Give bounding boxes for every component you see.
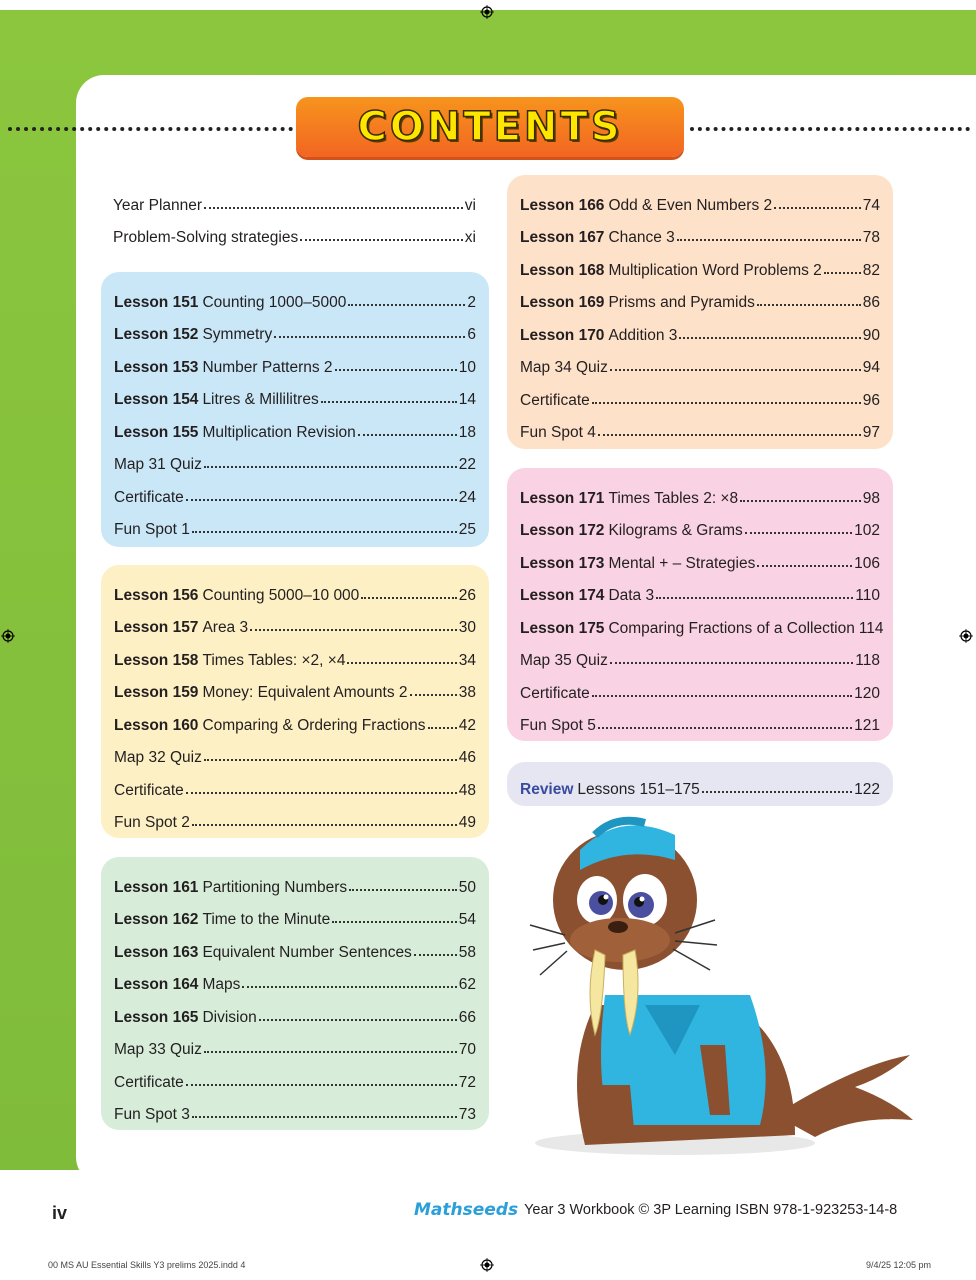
entry-label: Multiplication Word Problems 2 — [608, 261, 822, 279]
entry-page: 122 — [854, 781, 880, 798]
list-item — [520, 769, 880, 799]
dot-leader — [656, 597, 853, 599]
entry-page: 96 — [862, 391, 880, 409]
registration-mark-icon — [480, 5, 494, 19]
entry-page: vi — [464, 196, 476, 214]
dot-leader — [204, 1051, 457, 1053]
dot-leader — [335, 369, 457, 371]
registration-mark-icon — [959, 629, 973, 643]
entry-page: xi — [464, 229, 476, 246]
dot-leader — [192, 824, 457, 826]
list-item — [113, 215, 476, 248]
dot-leader — [428, 727, 457, 729]
lesson-number: Lesson 163 — [114, 943, 199, 961]
entry-label: Symmetry — [202, 326, 273, 343]
contents-box-lessons-161-165 — [101, 857, 489, 1130]
front-matter-list — [113, 182, 476, 247]
contents-box-lessons-166-170 — [507, 175, 893, 449]
review-box — [507, 762, 893, 806]
entry-label: Problem-Solving strategies — [113, 229, 299, 246]
dot-leader — [274, 336, 465, 338]
list-item — [114, 962, 476, 995]
list-item — [114, 474, 476, 507]
entry-label: Fun Spot 2 — [114, 814, 190, 831]
entry-page: 120 — [854, 684, 880, 702]
list-item — [114, 1027, 476, 1060]
entry-page: 98 — [862, 489, 880, 507]
entry-label: Litres & Millilitres — [202, 391, 319, 408]
list-item — [520, 377, 880, 410]
lesson-number: Lesson 175 — [520, 619, 605, 637]
mathseeds-logo: Mathseeds — [414, 1200, 519, 1220]
entry-label: Counting 5000–10 000 — [202, 586, 360, 604]
registration-mark-icon — [1, 629, 15, 643]
lesson-number: Lesson 152 — [114, 326, 199, 343]
lesson-number: Lesson 153 — [114, 358, 199, 376]
dot-leader — [321, 401, 457, 403]
entry-page: 6 — [467, 326, 476, 343]
dot-leader — [598, 434, 861, 436]
entry-page: 25 — [458, 521, 476, 538]
lesson-number: Lesson 171 — [520, 489, 605, 507]
entry-page: 118 — [855, 652, 880, 669]
dot-leader — [358, 434, 457, 436]
title-dotted-rule-left — [8, 127, 293, 131]
entry-page: 34 — [458, 651, 476, 669]
lesson-number: Lesson 162 — [114, 911, 199, 928]
list-item — [520, 508, 880, 541]
lesson-number: Lesson 154 — [114, 391, 199, 408]
dot-leader — [757, 304, 861, 306]
entry-page: 48 — [458, 781, 476, 799]
list-item — [520, 540, 880, 573]
walrus-mascot-illustration — [525, 815, 925, 1160]
dot-leader — [610, 369, 861, 371]
list-item — [520, 605, 884, 638]
list-item — [113, 182, 476, 215]
lesson-number: Lesson 170 — [520, 326, 605, 344]
dot-leader — [186, 499, 457, 501]
lesson-number: Lesson 164 — [114, 976, 199, 993]
dot-leader — [192, 1116, 457, 1118]
list-item — [114, 442, 476, 475]
list-item — [114, 344, 476, 377]
list-item — [114, 864, 476, 897]
entry-label: Lessons 151–175 — [577, 781, 700, 798]
entry-page: 66 — [458, 1008, 476, 1026]
list-item — [520, 573, 880, 606]
dot-leader — [410, 694, 457, 696]
title-plate — [296, 97, 684, 157]
list-item — [520, 182, 880, 215]
list-item — [114, 702, 476, 735]
footer — [414, 1200, 897, 1220]
dot-leader — [192, 531, 457, 533]
entry-label: Money: Equivalent Amounts 2 — [202, 684, 408, 701]
entry-page: 114 — [858, 619, 884, 637]
entry-page: 30 — [458, 619, 476, 636]
entry-label: Number Patterns 2 — [202, 358, 333, 376]
dot-leader — [757, 565, 852, 567]
entry-page: 42 — [458, 716, 476, 734]
list-item — [114, 605, 476, 638]
entry-page: 86 — [862, 294, 880, 311]
lesson-number: Lesson 174 — [520, 587, 605, 604]
entry-label: Certificate — [114, 488, 184, 506]
list-item — [520, 280, 880, 313]
entry-label: Certificate — [114, 781, 184, 799]
entry-label: Certificate — [520, 684, 590, 702]
entry-label: Chance 3 — [608, 229, 675, 246]
entry-label: Map 34 Quiz — [520, 359, 608, 376]
entry-page: 90 — [862, 326, 880, 344]
entry-label: Equivalent Number Sentences — [202, 943, 412, 961]
page-number: iv — [52, 1203, 68, 1223]
dot-leader — [414, 954, 457, 956]
entry-label: Prisms and Pyramids — [608, 294, 755, 311]
entry-page: 38 — [458, 684, 476, 701]
dot-leader — [204, 207, 463, 209]
list-item — [520, 670, 880, 703]
list-item — [114, 767, 476, 800]
entry-label: Fun Spot 4 — [520, 424, 596, 441]
entry-label: Partitioning Numbers — [202, 878, 348, 896]
lesson-number: Lesson 157 — [114, 619, 199, 636]
entry-page: 62 — [458, 976, 476, 993]
review-label: Review — [520, 781, 574, 798]
lesson-number: Lesson 173 — [520, 554, 605, 572]
entry-label: Counting 1000–5000 — [202, 293, 347, 311]
list-item — [114, 377, 476, 410]
footer-text: Year 3 Workbook © 3P Learning ISBN 978-1-923253-14-8 — [524, 1202, 898, 1218]
dot-leader — [598, 727, 852, 729]
list-item — [520, 247, 880, 280]
dot-leader — [740, 500, 861, 502]
lesson-number: Lesson 151 — [114, 293, 199, 311]
list-item — [114, 929, 476, 962]
entry-label: Multiplication Revision — [202, 423, 356, 441]
dot-leader — [186, 792, 457, 794]
lesson-number: Lesson 155 — [114, 423, 199, 441]
entry-page: 106 — [854, 554, 880, 572]
entry-page: 54 — [458, 911, 476, 928]
list-item — [114, 572, 476, 605]
dot-leader — [300, 239, 463, 241]
entry-page: 14 — [458, 391, 476, 408]
entry-label: Fun Spot 3 — [114, 1106, 190, 1123]
lesson-number: Lesson 158 — [114, 651, 199, 669]
dot-leader — [348, 304, 465, 306]
dot-leader — [349, 889, 457, 891]
entry-page: 46 — [458, 749, 476, 766]
entry-page: 102 — [854, 522, 880, 539]
list-item — [114, 994, 476, 1027]
entry-page: 58 — [458, 943, 476, 961]
print-slug-right: 9/4/25 12:05 pm — [865, 1260, 931, 1270]
entry-page: 22 — [458, 456, 476, 473]
list-item — [520, 410, 880, 443]
dot-leader — [242, 986, 456, 988]
list-item — [114, 279, 476, 312]
lesson-number: Lesson 161 — [114, 878, 199, 896]
lesson-number: Lesson 166 — [520, 196, 605, 214]
entry-page: 26 — [458, 586, 476, 604]
list-item — [114, 1059, 476, 1092]
list-item — [114, 735, 476, 768]
entry-page: 78 — [862, 229, 880, 246]
contents-box-lessons-156-160 — [101, 565, 489, 838]
list-item — [114, 312, 476, 345]
entry-page: 74 — [862, 196, 880, 214]
entry-label: Map 32 Quiz — [114, 749, 202, 766]
entry-label: Comparing & Ordering Fractions — [202, 716, 426, 734]
entry-label: Times Tables 2: ×8 — [608, 489, 739, 507]
entry-page: 18 — [458, 423, 476, 441]
entry-label: Year Planner — [113, 196, 203, 214]
entry-label: Fun Spot 1 — [114, 521, 190, 538]
entry-page: 94 — [862, 359, 880, 376]
entry-page: 121 — [854, 717, 880, 734]
entry-label: Addition 3 — [608, 326, 678, 344]
lesson-number: Lesson 160 — [114, 716, 199, 734]
entry-label: Time to the Minute — [202, 911, 331, 928]
entry-page: 73 — [458, 1106, 476, 1123]
dot-leader — [702, 791, 852, 793]
contents-box-lessons-151-155 — [101, 272, 489, 547]
entry-label: Odd & Even Numbers 2 — [608, 196, 773, 214]
dot-leader — [774, 207, 861, 209]
page-title: CONTENTS — [357, 104, 623, 150]
entry-label: Data 3 — [608, 587, 655, 604]
list-item — [114, 637, 476, 670]
entry-page: 82 — [862, 261, 880, 279]
entry-label: Area 3 — [202, 619, 249, 636]
lesson-number: Lesson 159 — [114, 684, 199, 701]
print-slug-left: 00 MS AU Essential Skills Y3 prelims 2025.indd 4 — [48, 1260, 246, 1270]
lesson-number: Lesson 165 — [114, 1008, 199, 1026]
entry-label: Maps — [202, 976, 241, 993]
list-item — [520, 312, 880, 345]
list-item — [114, 670, 476, 703]
dot-leader — [677, 239, 861, 241]
entry-label: Certificate — [114, 1073, 184, 1091]
list-item — [114, 1092, 476, 1125]
list-item — [520, 345, 880, 378]
entry-page: 50 — [458, 878, 476, 896]
entry-label: Comparing Fractions of a Collection — [608, 619, 855, 637]
lesson-number: Lesson 172 — [520, 522, 605, 539]
lesson-number: Lesson 169 — [520, 294, 605, 311]
title-dotted-rule-right — [690, 127, 970, 131]
dot-leader — [204, 759, 457, 761]
entry-label: Map 35 Quiz — [520, 652, 608, 669]
entry-label: Certificate — [520, 391, 590, 409]
entry-label: Map 33 Quiz — [114, 1041, 202, 1058]
entry-label: Mental + – Strategies — [608, 554, 756, 572]
entry-page: 72 — [458, 1073, 476, 1091]
entry-page: 49 — [458, 814, 476, 831]
lesson-number: Lesson 167 — [520, 229, 605, 246]
entry-page: 2 — [467, 293, 476, 311]
list-item — [520, 638, 880, 671]
list-item — [114, 897, 476, 930]
list-item — [114, 800, 476, 833]
entry-label: Kilograms & Grams — [608, 522, 743, 539]
list-item — [114, 409, 476, 442]
dot-leader — [610, 662, 853, 664]
entry-label: Times Tables: ×2, ×4 — [202, 651, 346, 669]
list-item — [520, 215, 880, 248]
entry-page: 97 — [862, 424, 880, 441]
dot-leader — [332, 921, 457, 923]
entry-label: Fun Spot 5 — [520, 717, 596, 734]
list-item — [114, 507, 476, 540]
dot-leader — [259, 1019, 457, 1021]
dot-leader — [592, 402, 861, 404]
entry-label: Division — [202, 1008, 257, 1026]
entry-label: Map 31 Quiz — [114, 456, 202, 473]
dot-leader — [592, 695, 852, 697]
dot-leader — [745, 532, 852, 534]
dot-leader — [204, 466, 457, 468]
list-item — [520, 703, 880, 736]
lesson-number: Lesson 156 — [114, 586, 199, 604]
list-item — [520, 475, 880, 508]
registration-mark-icon — [480, 1258, 494, 1272]
entry-page: 70 — [458, 1041, 476, 1058]
dot-leader — [347, 662, 456, 664]
dot-leader — [361, 597, 456, 599]
contents-box-lessons-171-175 — [507, 468, 893, 741]
dot-leader — [679, 337, 860, 339]
lesson-number: Lesson 168 — [520, 261, 605, 279]
dot-leader — [824, 272, 861, 274]
entry-page: 10 — [458, 358, 476, 376]
entry-page: 110 — [855, 587, 880, 604]
entry-page: 24 — [458, 488, 476, 506]
dot-leader — [186, 1084, 457, 1086]
dot-leader — [250, 629, 457, 631]
